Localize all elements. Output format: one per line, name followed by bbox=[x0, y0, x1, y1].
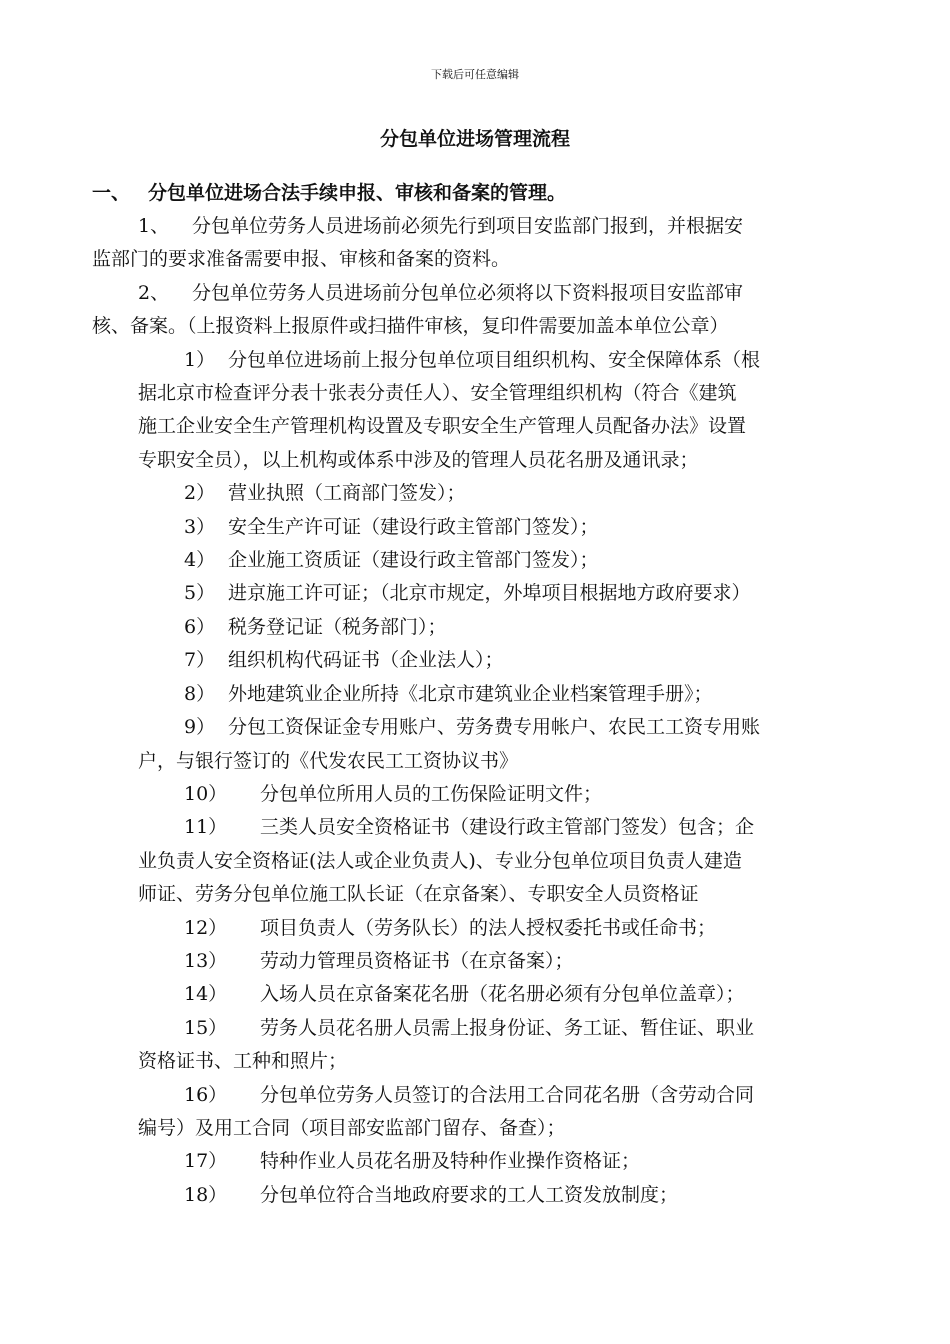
paragraph-line bbox=[0, 1079, 858, 1112]
paragraph-line bbox=[0, 544, 858, 577]
item-text: 进京施工许可证；（北京市规定，外埠项目根据地方政府要求） bbox=[228, 582, 751, 605]
item-text: 据北京市检查评分表十张表分责任人）、安全管理组织机构（符合《建筑 bbox=[138, 382, 737, 405]
item-number: 5） bbox=[184, 582, 216, 605]
item-text: 户，与银行签订的《代发农民工工资协议书》 bbox=[138, 749, 519, 772]
item-number: 18） bbox=[184, 1183, 228, 1206]
section-number: 一、 bbox=[92, 182, 131, 204]
item-text: 分包单位劳务人员进场前必须先行到项目安监部门报到，并根据安 bbox=[192, 215, 744, 237]
paragraph-line bbox=[0, 1145, 858, 1178]
item-text: 分包单位所用人员的工伤保险证明文件； bbox=[260, 782, 603, 805]
sub-item bbox=[0, 544, 950, 577]
sub-item bbox=[0, 978, 950, 1011]
sub-item bbox=[0, 611, 950, 644]
paragraph-line bbox=[0, 511, 858, 544]
section-heading bbox=[92, 178, 862, 205]
item-text: 企业施工资质证（建设行政主管部门签发）； bbox=[228, 549, 599, 572]
section-text: 分包单位进场合法手续申报、审核和备案的管理。 bbox=[148, 182, 567, 204]
paragraph-line bbox=[0, 1012, 858, 1045]
item-number: 1、 bbox=[138, 215, 170, 237]
numbered-item bbox=[0, 277, 950, 344]
paragraph-line bbox=[0, 945, 858, 978]
item-text: 业负责人安全资格证(法人或企业负责人)、专业分包单位项目负责人建造 bbox=[138, 849, 742, 872]
paragraph-line bbox=[0, 310, 858, 343]
item-text: 专职安全员），以上机构或体系中涉及的管理人员花名册及通讯录； bbox=[138, 448, 699, 471]
paragraph-line bbox=[0, 1112, 858, 1145]
paragraph-line bbox=[0, 678, 858, 711]
paragraph-line bbox=[0, 811, 858, 844]
item-text: 外地建筑业企业所持《北京市建筑业企业档案管理手册》； bbox=[228, 682, 713, 705]
item-text: 特种作业人员花名册及特种作业操作资格证； bbox=[260, 1150, 641, 1173]
paragraph-line bbox=[0, 344, 858, 377]
sub-item bbox=[0, 344, 950, 478]
item-number: 17） bbox=[184, 1150, 228, 1173]
sub-item bbox=[0, 477, 950, 510]
paragraph-line bbox=[0, 745, 858, 778]
sub-item bbox=[0, 678, 950, 711]
paragraph-line bbox=[0, 878, 858, 911]
item-text: 监部门的要求准备需要申报、审核和备案的资料。 bbox=[92, 248, 511, 271]
item-text: 分包单位进场前上报分包单位项目组织机构、安全保障体系（根 bbox=[228, 348, 761, 371]
document-body bbox=[0, 210, 950, 1212]
item-text: 分包单位符合当地政府要求的工人工资发放制度； bbox=[260, 1183, 679, 1206]
item-number: 15） bbox=[184, 1016, 228, 1039]
paragraph-line bbox=[0, 277, 858, 310]
item-text: 安全生产许可证（建设行政主管部门签发）； bbox=[228, 515, 599, 538]
item-text: 税务登记证（税务部门）； bbox=[228, 615, 447, 638]
item-text: 编号）及用工合同（项目部安监部门留存、备查）； bbox=[138, 1116, 566, 1139]
item-number: 6） bbox=[184, 615, 216, 638]
item-number: 7） bbox=[184, 649, 216, 672]
sub-item bbox=[0, 711, 950, 778]
paragraph-line bbox=[0, 377, 858, 410]
item-number: 13） bbox=[184, 949, 228, 972]
paragraph-line bbox=[0, 444, 858, 477]
paragraph-line bbox=[0, 978, 858, 1011]
sub-item bbox=[0, 1012, 950, 1079]
sub-item bbox=[0, 811, 950, 911]
item-text: 组织机构代码证书（企业法人）； bbox=[228, 649, 504, 672]
sub-item bbox=[0, 778, 950, 811]
item-text: 分包工资保证金专用账户、劳务费专用帐户、农民工工资专用账 bbox=[228, 716, 761, 739]
item-text: 营业执照（工商部门签发）； bbox=[228, 482, 466, 505]
item-text: 分包单位劳务人员签订的合法用工合同花名册（含劳动合同 bbox=[260, 1083, 755, 1106]
item-number: 12） bbox=[184, 916, 228, 939]
item-number: 14） bbox=[184, 983, 228, 1006]
numbered-item bbox=[0, 210, 950, 277]
item-number: 8） bbox=[184, 682, 216, 705]
paragraph-line bbox=[0, 1179, 858, 1212]
page-header-note: 下载后可任意编辑 bbox=[431, 68, 519, 81]
paragraph-line bbox=[0, 611, 858, 644]
item-number: 2、 bbox=[138, 281, 170, 304]
paragraph-line bbox=[0, 477, 858, 510]
item-number: 1） bbox=[184, 348, 216, 371]
paragraph-line bbox=[0, 711, 858, 744]
sub-item bbox=[0, 511, 950, 544]
item-text: 施工企业安全生产管理机构设置及专职安全生产管理人员配备办法》设置 bbox=[138, 415, 747, 438]
item-text: 劳务人员花名册人员需上报身份证、务工证、暂住证、职业 bbox=[260, 1016, 755, 1039]
item-number: 2） bbox=[184, 482, 216, 505]
item-text: 师证、劳务分包单位施工队长证（在京备案）、专职安全人员资格证 bbox=[138, 883, 699, 906]
paragraph-line bbox=[0, 778, 858, 811]
sub-item bbox=[0, 912, 950, 945]
paragraph-line bbox=[0, 410, 858, 443]
paragraph-line bbox=[0, 644, 858, 677]
paragraph-line bbox=[0, 1045, 858, 1078]
item-text: 三类人员安全资格证书（建设行政主管部门签发）包含；企 bbox=[260, 816, 755, 839]
item-text: 项目负责人（劳务队长）的法人授权委托书或任命书； bbox=[260, 916, 717, 939]
item-number: 10） bbox=[184, 782, 228, 805]
item-text: 核、备案。（上报资料上报原件或扫描件审核，复印件需要加盖本单位公章） bbox=[92, 315, 729, 338]
item-text: 资格证书、工种和照片； bbox=[138, 1050, 348, 1073]
item-number: 3） bbox=[184, 515, 216, 538]
item-number: 4） bbox=[184, 549, 216, 572]
sub-item bbox=[0, 644, 950, 677]
paragraph-line bbox=[0, 210, 858, 243]
item-number: 9） bbox=[184, 716, 216, 739]
sub-item bbox=[0, 1145, 950, 1178]
item-text: 入场人员在京备案花名册（花名册必须有分包单位盖章）； bbox=[260, 983, 745, 1006]
sub-item bbox=[0, 1079, 950, 1146]
document-title: 分包单位进场管理流程 bbox=[379, 128, 570, 150]
item-text: 劳动力管理员资格证书（在京备案）； bbox=[260, 949, 574, 972]
item-number: 16） bbox=[184, 1083, 228, 1106]
paragraph-line bbox=[0, 243, 858, 276]
paragraph-line bbox=[0, 845, 858, 878]
paragraph-line bbox=[0, 577, 858, 610]
sub-item bbox=[0, 1179, 950, 1212]
sub-item bbox=[0, 577, 950, 610]
paragraph-line bbox=[0, 912, 858, 945]
item-number: 11） bbox=[184, 816, 228, 839]
sub-item bbox=[0, 945, 950, 978]
item-text: 分包单位劳务人员进场前分包单位必须将以下资料报项目安监部审 bbox=[192, 281, 744, 304]
